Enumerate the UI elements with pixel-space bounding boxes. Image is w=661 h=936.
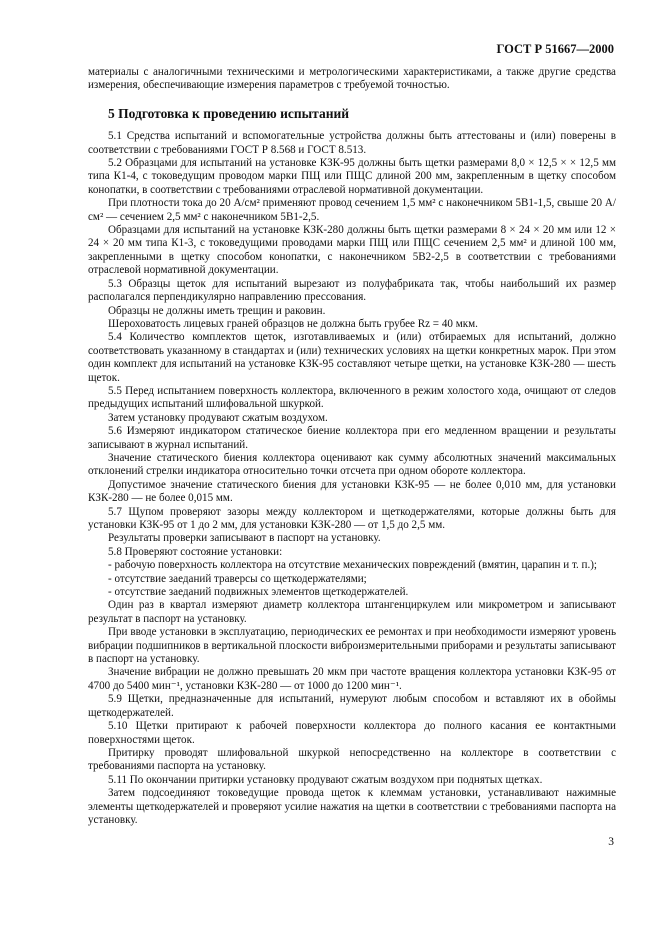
paragraph: 5.8 Проверяют состояние установки: [108, 545, 283, 558]
paragraph: 5.9 Щетки, предназначенные для испытаний, нумеруют любым способом и вставляют их в обоймы щеткодержателей. [88, 693, 616, 719]
paragraph: - отсутствие заеданий траверсы со щеткодержателями; [108, 572, 367, 585]
paragraph: 5.1 Средства испытаний и вспомогательные устройства должны быть аттестованы и (или) поверены в соответствии с требованиями ГОСТ Р 8.568 и ГОСТ 8.513. [88, 130, 616, 156]
paragraph: Значение статического биения коллектора оценивают как сумму абсолютных значений максимальных отклонений стрелки индикатора относительно точки отсчета при одном обороте коллектора. [88, 451, 616, 478]
paragraph: 5.3 Образцы щеток для испытаний вырезают из полуфабриката так, чтобы наибольший их размер располагался перпендикулярно направлению прессования. [88, 277, 616, 304]
paragraph: 5.11 По окончании притирки установку продувают сжатым воздухом при поднятых щетках. [108, 773, 543, 786]
paragraph: Значение вибрации не должно превышать 20 мкм при частоте вращения коллектора установки КЗК-95 от 4700 до 5400 мин⁻¹, установки КЗК-280 — от 1000 до 1200 мин⁻¹. [88, 666, 616, 692]
section-heading: 5 Подготовка к проведению испытаний [108, 105, 350, 121]
paragraph: Допустимое значение статического биения для установки КЗК-95 — не более 0,010 мм, для установки КЗК-280 — не более 0,015 мм. [88, 478, 616, 505]
paragraph: 5.2 Образцами для испытаний на установке КЗК-95 должны быть щетки размерами 8,0 × 12,5 × × 12,5 мм типа К1-4, с токоведущим проводом марки ПЩ или ПЩС длиной 200 мм, закрепленным в щетку способом конопатки, в соответствии с требованиями отраслевой нормативной документации. [88, 157, 616, 196]
paragraph: 5.7 Щупом проверяют зазоры между коллектором и щеткодержателями, которые должны быть для установки КЗК-95 от 1 до 2 мм, для установки КЗК-280 — от 1,5 до 2,5 мм. [88, 505, 616, 531]
paragraph: При плотности тока до 20 А/см² применяют провод сечением 1,5 мм² с наконечником 5В1-1,5, свыше 20 А/см² — сечением 2,5 мм² с наконечником 5В1-2,5. [88, 197, 616, 223]
paragraph: Шероховатость лицевых граней образцов не должна быть грубее Rz = 40 мкм. [108, 317, 478, 330]
paragraph: Затем подсоединяют токоведущие провода щеток к клеммам установки, устанавливают нажимные элементы щеткодержателей и проверяют усилие нажатия на щетки в соответствии с требованиями паспорта на установку. [88, 787, 616, 826]
paragraph: 5.4 Количество комплектов щеток, изготавливаемых и (или) отбираемых для испытаний, должно соответствовать указанному в стандартах и (или) технических условиях на щетки конкретных марок. При этом один комплект для испытаний на установке КЗК-95 составляют четыре щетки, на установке КЗК-280 — шесть щеток. [88, 331, 616, 384]
paragraph: Затем установку продувают сжатым воздухом. [108, 411, 328, 424]
paragraph: 5.5 Перед испытанием поверхность коллектора, включенного в режим холостого хода, очищают от следов предыдущих испытаний шлифовальной шкуркой. [88, 384, 616, 411]
paragraph: Образцами для испытаний на установке КЗК-280 должны быть щетки размерами 8 × 24 × 20 мм или 12 × 24 × 20 мм типа К1-3, с токоведущими проводами марки ПЩ или ПЩС сечением 2,5 мм² и длиной 100 мм, закрепленными в щетку способом конопатки, с наконечником 5В2-2,5 в соответствии с требованиями отраслевой нормативной документации. [88, 224, 616, 277]
paragraph: 5.10 Щетки притирают к рабочей поверхности коллектора до полного касания ее контактными поверхностями щеток. [88, 720, 616, 746]
paragraph: - отсутствие заеданий подвижных элементов щеткодержателей. [108, 586, 409, 599]
paragraph: - рабочую поверхность коллектора на отсутствие механических повреждений (вмятин, царапин и т. п.); [108, 559, 598, 572]
document-header: ГОСТ Р 51667—2000 [496, 42, 614, 56]
paragraph: Образцы не должны иметь трещин и раковин. [108, 304, 326, 317]
paragraph: Результаты проверки записывают в паспорт на установку. [108, 532, 381, 545]
continuation-paragraph: материалы с аналогичными техническими и метрологическими характеристиками, а также другие средства измерения, обеспечивающие измерения параметров с требуемой точностью. [88, 66, 616, 92]
page-number: 3 [608, 836, 614, 848]
paragraph-list [88, 130, 616, 827]
page-body [88, 66, 616, 827]
paragraph: При вводе установки в эксплуатацию, периодических ее ремонтах и при необходимости измеряют уровень вибрации подшипников в вертикальной плоскости виброизмерительными приборами и результаты записывают в паспорт на установку. [88, 626, 616, 666]
paragraph: Притирку проводят шлифовальной шкуркой непосредственно на коллекторе в соответствии с требованиями паспорта на установку. [88, 746, 616, 773]
paragraph: 5.6 Измеряют индикатором статическое биение коллектора при его медленном вращении и результаты записывают в журнал испытаний. [88, 425, 616, 451]
paragraph: Один раз в квартал измеряют диаметр коллектора штангенциркулем или микрометром и записывают результат в паспорт на установку. [88, 599, 616, 625]
